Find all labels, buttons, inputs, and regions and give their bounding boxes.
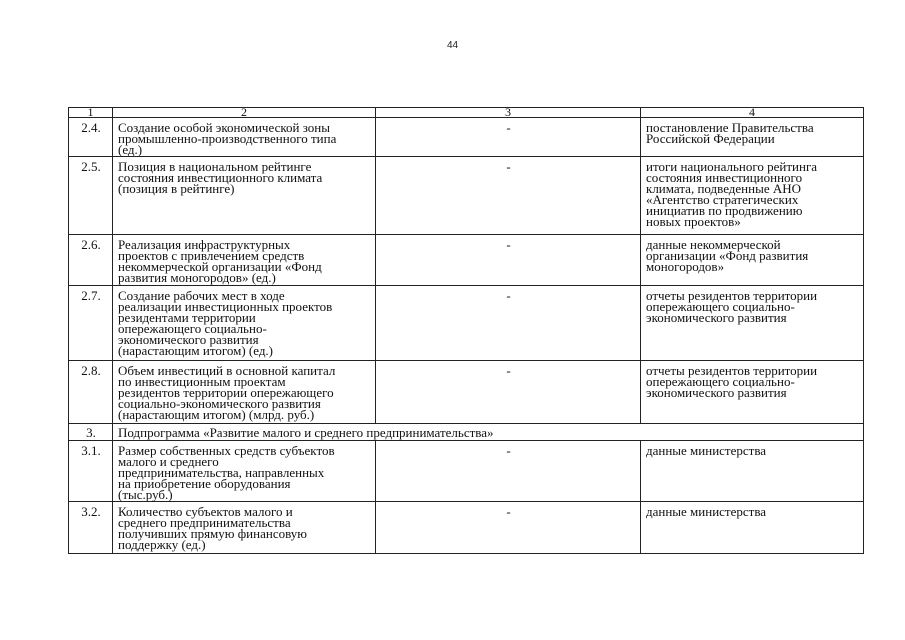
row-number: 3.1.	[69, 441, 113, 502]
source-line: экономического развития	[646, 310, 787, 325]
row-number: 2.8.	[69, 361, 113, 424]
indicator-line: предпринимательства, направленных	[118, 465, 325, 480]
source-line: экономического развития	[646, 385, 787, 400]
subprogram-title: Подпрограмма «Развитие малого и среднего предпринимательства»	[113, 424, 864, 441]
indicator-line: (нарастающим итогом) (ед.)	[118, 343, 274, 358]
value-cell: -	[376, 118, 641, 157]
source-line: «Агентство стратегических	[646, 192, 799, 207]
indicator-line: состояния инвестиционного климата	[118, 170, 323, 185]
indicator-line: экономического развития	[118, 332, 259, 347]
table-row	[69, 361, 864, 424]
indicator-line: реализации инвестиционных проектов	[118, 299, 333, 314]
indicator-line: резидентами территории	[118, 310, 256, 325]
source-cell	[641, 441, 864, 502]
source-line: организации «Фонд развития	[646, 248, 809, 263]
indicator-line: (ед.)	[118, 142, 143, 157]
section-row	[69, 424, 864, 441]
indicator-line: резидентов территории опережающего	[118, 385, 334, 400]
indicator-cell	[113, 286, 376, 361]
source-line: моногородов»	[646, 259, 725, 274]
table-row	[69, 235, 864, 286]
source-line: постановление Правительства	[646, 120, 814, 135]
source-line: новых проектов»	[646, 214, 741, 229]
indicator-cell	[113, 157, 376, 235]
source-line: данные министерства	[646, 504, 767, 519]
value-cell: -	[376, 441, 641, 502]
header-cell: 2	[113, 108, 376, 118]
indicator-line: на приобретение оборудования	[118, 476, 291, 491]
row-number: 2.4.	[69, 118, 113, 157]
indicator-cell	[113, 235, 376, 286]
indicator-line: некоммерческой организации «Фонд	[118, 259, 322, 274]
indicator-line: социально-экономического развития	[118, 396, 321, 411]
source-line: климата, подведенные АНО	[646, 181, 802, 196]
indicator-line: Создание особой экономической зоны	[118, 120, 330, 135]
row-number: 2.6.	[69, 235, 113, 286]
value-cell: -	[376, 502, 641, 554]
table-row	[69, 441, 864, 502]
value-cell: -	[376, 361, 641, 424]
source-cell	[641, 286, 864, 361]
indicator-cell	[113, 502, 376, 554]
source-line: данные министерства	[646, 443, 767, 458]
source-line: опережающего социально-	[646, 299, 795, 314]
header-cell: 4	[641, 108, 864, 118]
source-line: Российской Федерации	[646, 131, 775, 146]
table-header-row	[69, 108, 864, 118]
indicator-cell	[113, 361, 376, 424]
source-line: состояния инвестиционного	[646, 170, 803, 185]
source-line: инициатив по продвижению	[646, 203, 803, 218]
row-number: 3.	[69, 424, 113, 441]
indicator-cell	[113, 118, 376, 157]
source-cell	[641, 361, 864, 424]
indicator-line: (нарастающим итогом) (млрд. руб.)	[118, 407, 315, 422]
indicator-line: малого и среднего	[118, 454, 219, 469]
source-line: опережающего социально-	[646, 374, 795, 389]
indicator-line: опережающего социально-	[118, 321, 267, 336]
value-cell: -	[376, 286, 641, 361]
value-cell: -	[376, 235, 641, 286]
source-cell	[641, 118, 864, 157]
indicator-line: среднего предпринимательства	[118, 515, 291, 530]
header-cell: 3	[376, 108, 641, 118]
indicator-line: поддержку (ед.)	[118, 537, 206, 552]
source-cell	[641, 235, 864, 286]
indicator-line: Создание рабочих мест в ходе	[118, 288, 285, 303]
source-line: данные некоммерческой	[646, 237, 781, 252]
indicator-line: Позиция в национальном рейтинге	[118, 159, 312, 174]
value-cell: -	[376, 157, 641, 235]
indicator-line: (позиция в рейтинге)	[118, 181, 235, 196]
row-number: 2.5.	[69, 157, 113, 235]
row-number: 2.7.	[69, 286, 113, 361]
indicator-line: развития моногородов» (ед.)	[118, 270, 276, 285]
indicator-line: Количество субъектов малого и	[118, 504, 293, 519]
indicators-table	[68, 107, 864, 554]
source-cell	[641, 157, 864, 235]
source-line: отчеты резидентов территории	[646, 288, 818, 303]
table-row	[69, 118, 864, 157]
indicator-line: по инвестиционным проектам	[118, 374, 286, 389]
source-cell	[641, 502, 864, 554]
indicator-line: Реализация инфраструктурных	[118, 237, 291, 252]
row-number: 3.2.	[69, 502, 113, 554]
indicator-line: проектов с привлечением средств	[118, 248, 305, 263]
indicator-line: Объем инвестиций в основной капитал	[118, 363, 336, 378]
indicator-line: получивших прямую финансовую	[118, 526, 307, 541]
indicator-line: промышленно-производственного типа	[118, 131, 337, 146]
indicator-line: (тыс.руб.)	[118, 487, 173, 502]
indicator-line: Размер собственных средств субъектов	[118, 443, 335, 458]
header-cell: 1	[69, 108, 113, 118]
indicator-cell	[113, 441, 376, 502]
table-row	[69, 286, 864, 361]
page-number: 44	[446, 40, 459, 51]
source-line: отчеты резидентов территории	[646, 363, 818, 378]
table-row	[69, 157, 864, 235]
table-row	[69, 502, 864, 554]
source-line: итоги национального рейтинга	[646, 159, 818, 174]
